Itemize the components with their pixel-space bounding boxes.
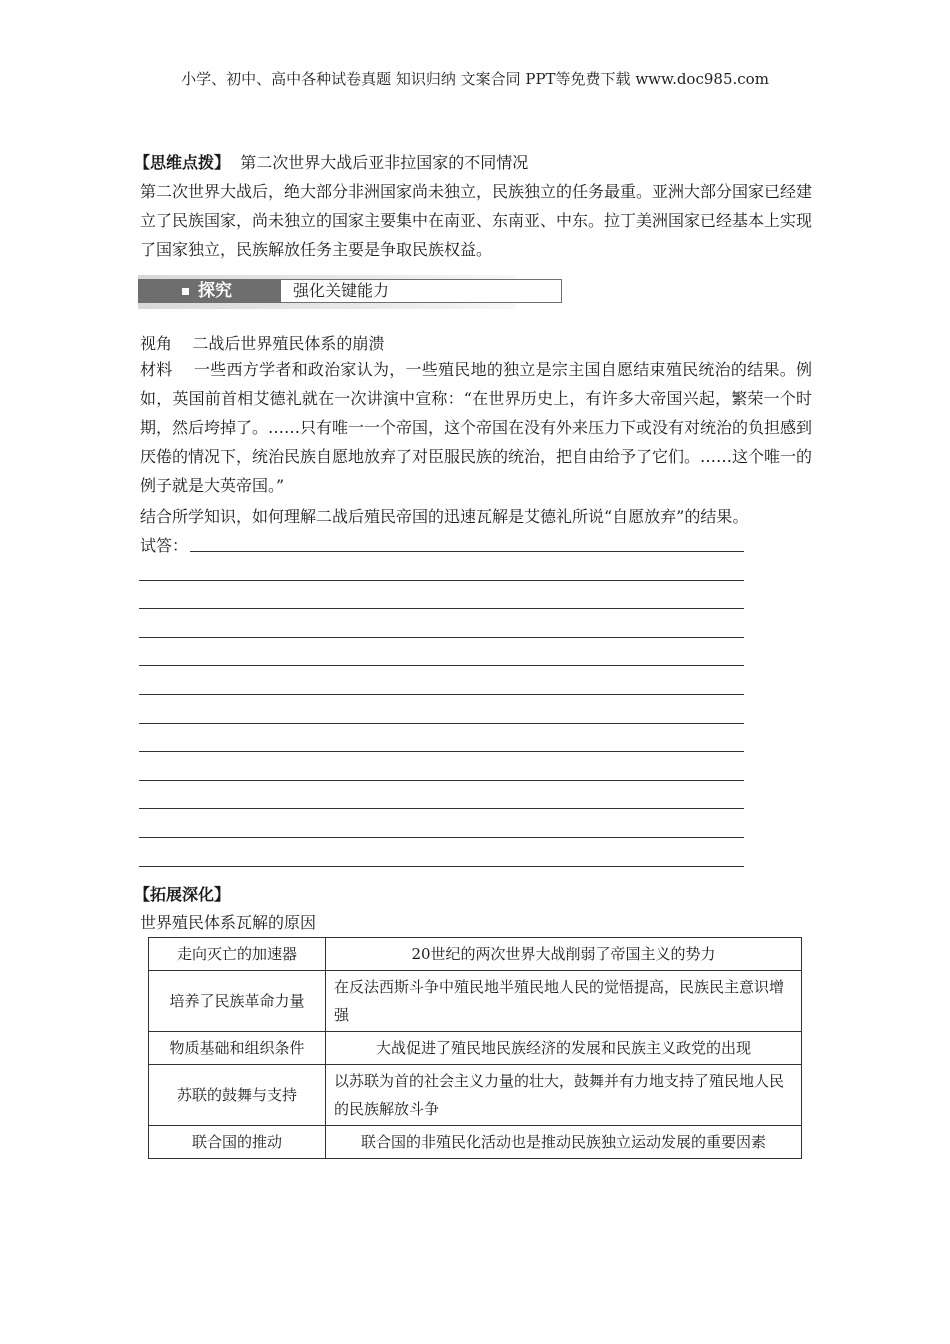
detail-cell: 在反法西斯斗争中殖民地半殖民地人民的觉悟提高，民族民主意识增强 <box>326 971 802 1032</box>
answer-line[interactable] <box>190 551 744 552</box>
perspective-title: 二战后世界殖民体系的崩溃 <box>192 334 385 353</box>
extension-subtitle: 世界殖民体系瓦解的原因 <box>140 913 317 932</box>
factor-cell: 联合国的推动 <box>149 1126 326 1159</box>
tip-label: 【思维点拨】 <box>134 153 231 172</box>
detail-cell: 联合国的非殖民化活动也是推动民族独立运动发展的重要因素 <box>326 1126 802 1159</box>
square-bullet-icon <box>182 288 189 295</box>
tip-body: 第二次世界大战后，绝大部分非洲国家尚未独立，民族独立的任务最重。亚洲大部分国家已经建立了民族国家，尚未独立的国家主要集中在南亚、东南亚、中东。拉丁美洲国家已经基本上实现了国家独立，民族解放任务主要是争取民族权益。 <box>140 182 813 259</box>
factor-cell: 走向灭亡的加速器 <box>149 938 326 971</box>
question-text: 结合所学知识，如何理解二战后殖民帝国的迅速瓦解是艾德礼所说“自愿放弃”的结果。 <box>140 507 749 526</box>
answer-line[interactable] <box>139 608 744 609</box>
table-row <box>149 971 802 1032</box>
material-label: 材料 <box>140 360 173 379</box>
detail-cell: 以苏联为首的社会主义力量的壮大，鼓舞并有力地支持了殖民地人民的民族解放斗争 <box>326 1065 802 1126</box>
banner-right: 强化关键能力 <box>280 279 562 303</box>
material-body: 一些西方学者和政治家认为，一些殖民地的独立是宗主国自愿结束殖民统治的结果。例如，英国前首相艾德礼就在一次讲演中宣称：“在世界历史上，有许多大帝国兴起，繁荣一个时期，然后垮掉了。……只有唯一一个帝国，这个帝国在没有外来压力下或没有对统治的负担感到厌倦的情况下，统治民族自愿地放弃了对臣服民族的统治，把自由给予了它们。……这个唯一的例子就是大英帝国。” <box>140 360 813 495</box>
table-row <box>149 1065 802 1126</box>
factor-cell: 物质基础和组织条件 <box>149 1032 326 1065</box>
table-row <box>149 1032 802 1065</box>
answer-line[interactable] <box>139 694 744 695</box>
factor-cell: 苏联的鼓舞与支持 <box>149 1065 326 1126</box>
answer-line[interactable] <box>139 580 744 581</box>
perspective-heading <box>140 331 384 354</box>
tip-title: 第二次世界大战后亚非拉国家的不同情况 <box>240 153 529 172</box>
answer-line[interactable] <box>139 837 744 838</box>
table-row <box>149 1126 802 1159</box>
page-header: 小学、初中、高中各种试卷真题 知识归纳 文案合同 PPT等免费下载 www.doc985.com <box>181 70 769 88</box>
extension-label: 【拓展深化】 <box>134 885 231 904</box>
answer-line[interactable] <box>139 780 744 781</box>
answer-line[interactable] <box>139 637 744 638</box>
answer-line[interactable] <box>139 723 744 724</box>
table-row <box>149 938 802 971</box>
answer-label: 试答： <box>140 536 189 555</box>
answer-line[interactable] <box>139 751 744 752</box>
extension-heading <box>134 882 230 905</box>
perspective-label: 视角 <box>140 334 173 353</box>
banner-left: 探究 <box>138 279 280 303</box>
detail-cell: 大战促进了殖民地民族经济的发展和民族主义政党的出现 <box>326 1032 802 1065</box>
tip-heading <box>134 150 528 173</box>
section-banner <box>138 275 516 309</box>
answer-line[interactable] <box>139 808 744 809</box>
reasons-table <box>148 937 802 1159</box>
detail-cell: 20世纪的两次世界大战削弱了帝国主义的势力 <box>326 938 802 971</box>
factor-cell: 培养了民族革命力量 <box>149 971 326 1032</box>
answer-line[interactable] <box>139 665 744 666</box>
answer-line[interactable] <box>139 866 744 867</box>
material-paragraph <box>140 355 812 500</box>
